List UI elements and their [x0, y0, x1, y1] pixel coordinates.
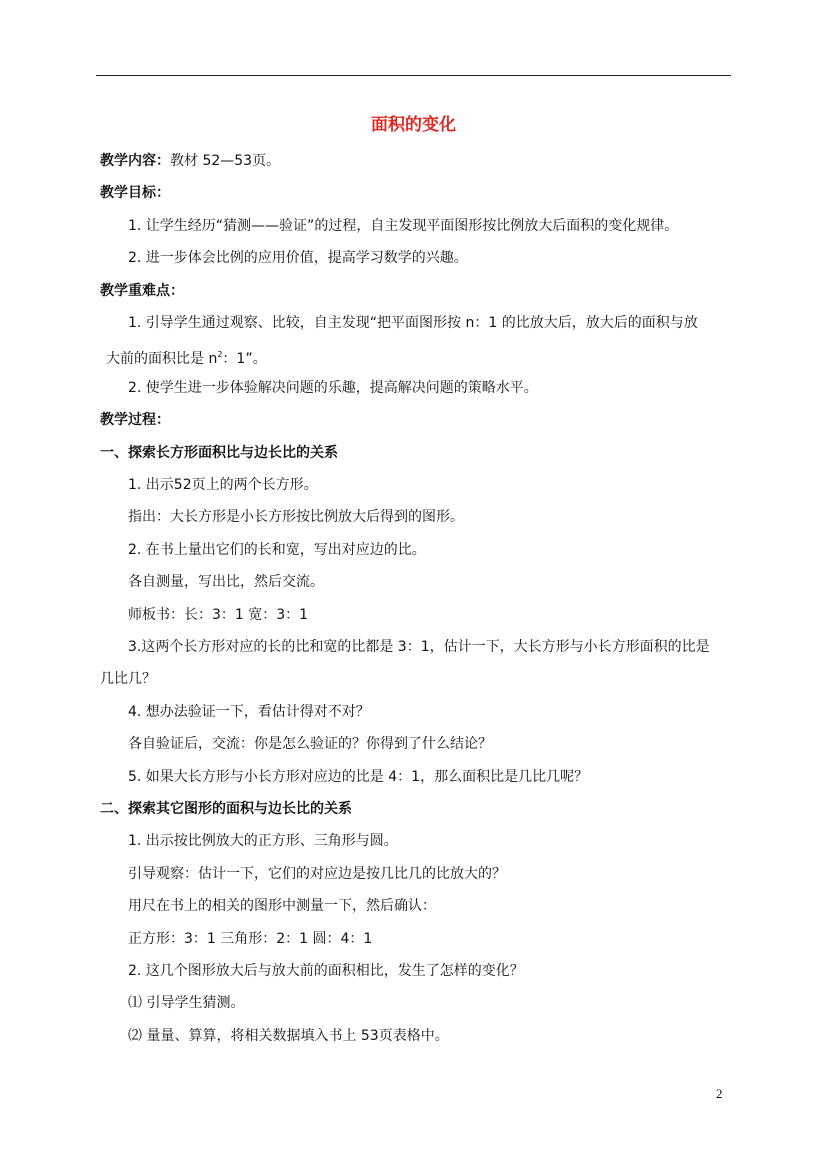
- keypoints-heading: 教学重难点：: [100, 283, 184, 299]
- goal-1: 1. 让学生经历“猜测——验证”的过程，自主发现平面图形按比例放大后面积的变化规律。: [128, 218, 679, 234]
- s2-line-3: 用尺在书上的相关的图形中测量一下，然后确认：: [128, 898, 436, 914]
- s2-line-5: 2. 这几个图形放大后与放大前的面积相比，发生了怎样的变化？: [128, 963, 524, 979]
- s1-line-2: 指出：大长方形是小长方形按比例放大后得到的图形。: [128, 509, 464, 525]
- s1-line-1: 1. 出示52页上的两个长方形。: [128, 477, 318, 493]
- content-label: 教学内容：: [100, 153, 170, 169]
- keypoint-1b-pre: 大前的面积比是 n: [106, 351, 218, 367]
- goal-2: 2. 进一步体会比例的应用价值，提高学习数学的兴趣。: [128, 250, 468, 266]
- s1-line-9: 5. 如果大长方形与小长方形对应边的比是 4：1，那么面积比是几比几呢？: [128, 769, 589, 785]
- page-number: 2: [716, 1086, 723, 1101]
- s2-line-4: 正方形：3：1 三角形：2：1 圆：4：1: [128, 931, 373, 947]
- section-1-heading: 一、探索长方形面积比与边长比的关系: [100, 445, 338, 461]
- goals-heading: 教学目标：: [100, 185, 170, 201]
- header-rule: [96, 75, 731, 76]
- s1-line-6b: 几比几？: [100, 671, 156, 687]
- s1-line-5: 师板书：长：3：1 宽：3：1: [128, 607, 309, 623]
- s2-line-1: 1. 出示按比例放大的正方形、三角形与圆。: [128, 833, 398, 849]
- keypoint-1a: 1. 引导学生通过观察、比较，自主发现“把平面图形按 n：1 的比放大后，放大后的面积与放: [128, 315, 698, 331]
- content-line: [100, 151, 280, 171]
- s1-line-4: 各自测量，写出比，然后交流。: [128, 574, 324, 590]
- s1-line-8: 各自验证后，交流：你是怎么验证的？你得到了什么结论？: [128, 736, 492, 752]
- s2-line-2: 引导观察：估计一下，它们的对应边是按几比几的比放大的？: [128, 866, 506, 882]
- section-2-heading: 二、探索其它图形的面积与边长比的关系: [100, 801, 352, 817]
- keypoint-1b-post: ：1”。: [222, 351, 267, 367]
- keypoint-1b-sup: 2: [217, 350, 223, 359]
- content-value: 教材 52—53页。: [170, 153, 281, 169]
- keypoint-1b: [106, 345, 267, 369]
- s1-line-6a: 3.这两个长方形对应的长的比和宽的比都是 3：1，估计一下，大长方形与小长方形面积的比是: [128, 639, 710, 655]
- s2-line-7: ⑵ 量量、算算，将相关数据填入书上 53页表格中。: [128, 1028, 449, 1044]
- s2-line-6: ⑴ 引导学生猜测。: [128, 995, 245, 1011]
- keypoint-2: 2. 使学生进一步体验解决问题的乐趣，提高解决问题的策略水平。: [128, 380, 538, 396]
- s1-line-3: 2. 在书上量出它们的长和宽，写出对应边的比。: [128, 542, 426, 558]
- s1-line-7: 4. 想办法验证一下，看估计得对不对？: [128, 704, 370, 720]
- page-title: 面积的变化: [371, 115, 456, 135]
- process-heading: 教学过程：: [100, 412, 170, 428]
